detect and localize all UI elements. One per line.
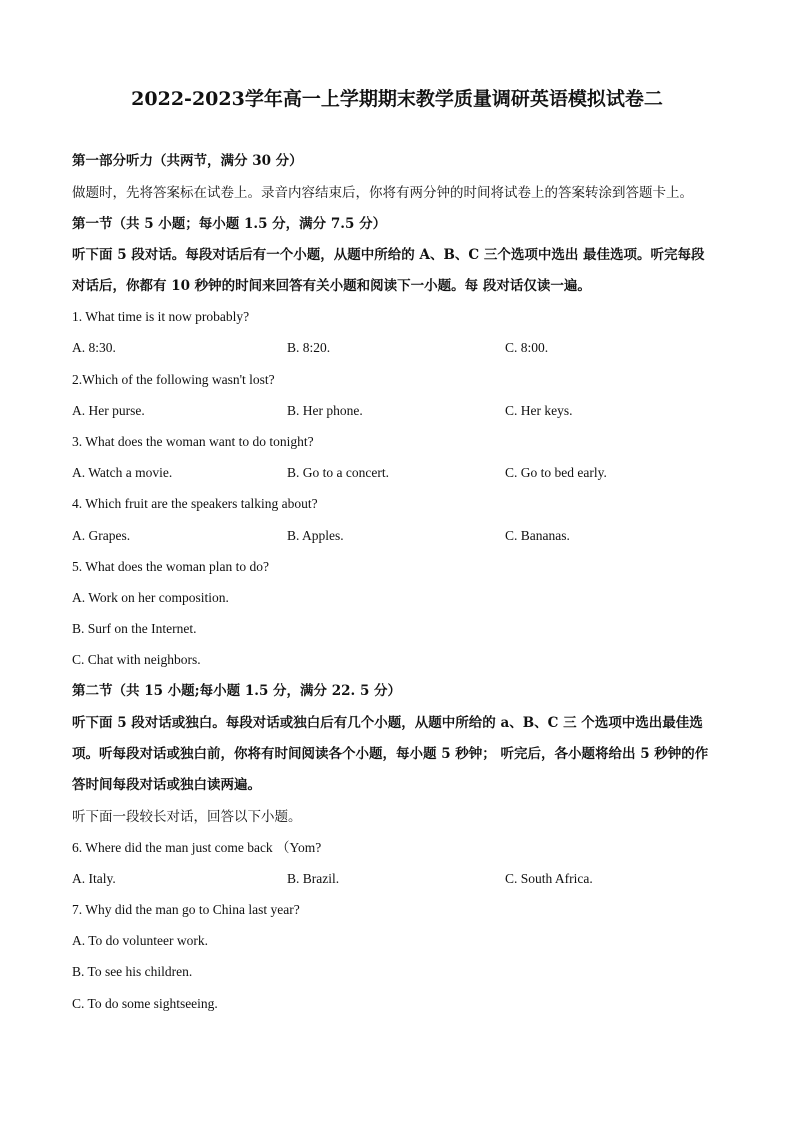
q3-option-c: C. Go to bed early.: [505, 465, 607, 480]
q5-option-a: A. Work on her composition.: [72, 590, 229, 605]
question-2: 2.Which of the following wasn't lost?: [72, 372, 275, 387]
q6-option-c: C. South Africa.: [505, 871, 593, 886]
question-1: 1. What time is it now probably?: [72, 309, 250, 324]
question-3: 3. What does the woman want to do tonight?: [72, 434, 314, 449]
q7-option-c: C. To do some sightseeing.: [72, 996, 218, 1011]
section1-instruction-line1: 听下面 5 段对话。每段对话后有一个小题，从题中所给的 A、B、C 三个选项中选出 最佳选项。听完每段: [72, 247, 705, 263]
q4-option-c: C. Bananas.: [505, 528, 570, 543]
question-4: 4. Which fruit are the speakers talking about?: [72, 496, 318, 511]
q2-option-b: B. Her phone.: [287, 403, 363, 418]
part1-instruction: 做题时，先将答案标在试卷上。录音内容结束后，你将有两分钟的时间将试卷上的答案转涂到答题卡上。: [72, 185, 693, 201]
q6-option-a: A. Italy.: [72, 871, 116, 886]
q7-option-b: B. To see his children.: [72, 964, 193, 979]
question-7: 7. Why did the man go to China last year?: [72, 902, 300, 917]
q2-option-a: A. Her purse.: [72, 403, 145, 418]
section2-instruction-line2: 项。听每段对话或独白前，你将有时间阅读各个小题，每小题 5 秒钟； 听完后，各小题将给出 5 秒钟的作: [72, 746, 709, 762]
q4-option-b: B. Apples.: [287, 528, 344, 543]
section1-heading: 第一节（共 5 小题；每小题 1.5 分，满分 7.5 分）: [72, 216, 387, 232]
question-6: 6. Where did the man just come back （Yom?: [72, 840, 322, 855]
q7-option-a: A. To do volunteer work.: [72, 933, 209, 948]
page-title: 2022-2023学年高一上学期期末教学质量调研英语模拟试卷二: [131, 88, 663, 110]
section2-heading: 第二节（共 15 小题;每小题 1.5 分，满分 22. 5 分）: [72, 683, 402, 699]
q1-option-b: B. 8:20.: [287, 340, 331, 355]
question-5: 5. What does the woman plan to do?: [72, 559, 269, 574]
section2-instruction-line1: 听下面 5 段对话或独白。每段对话或独白后有几个小题，从题中所给的 a、B、C 三 个选项中选出最佳选: [72, 715, 703, 731]
q3-option-b: B. Go to a concert.: [287, 465, 389, 480]
section2-instruction-line3: 答时间每段对话或独白读两遍。: [72, 777, 261, 793]
q3-option-a: A. Watch a movie.: [72, 465, 173, 480]
section2-lead-in: 听下面一段较长对话，回答以下小题。: [72, 809, 302, 825]
q1-option-a: A. 8:30.: [72, 340, 116, 355]
q1-option-c: C. 8:00.: [505, 340, 549, 355]
q4-option-a: A. Grapes.: [72, 528, 131, 543]
q6-option-b: B. Brazil.: [287, 871, 340, 886]
q5-option-c: C. Chat with neighbors.: [72, 652, 201, 667]
q2-option-c: C. Her keys.: [505, 403, 573, 418]
q5-option-b: B. Surf on the Internet.: [72, 621, 197, 636]
section1-instruction-line2: 对话后，你都有 10 秒钟的时间来回答有关小题和阅读下一小题。每 段对话仅读一遍。: [72, 278, 591, 294]
part1-heading: 第一部分听力（共两节，满分 30 分）: [72, 153, 303, 169]
